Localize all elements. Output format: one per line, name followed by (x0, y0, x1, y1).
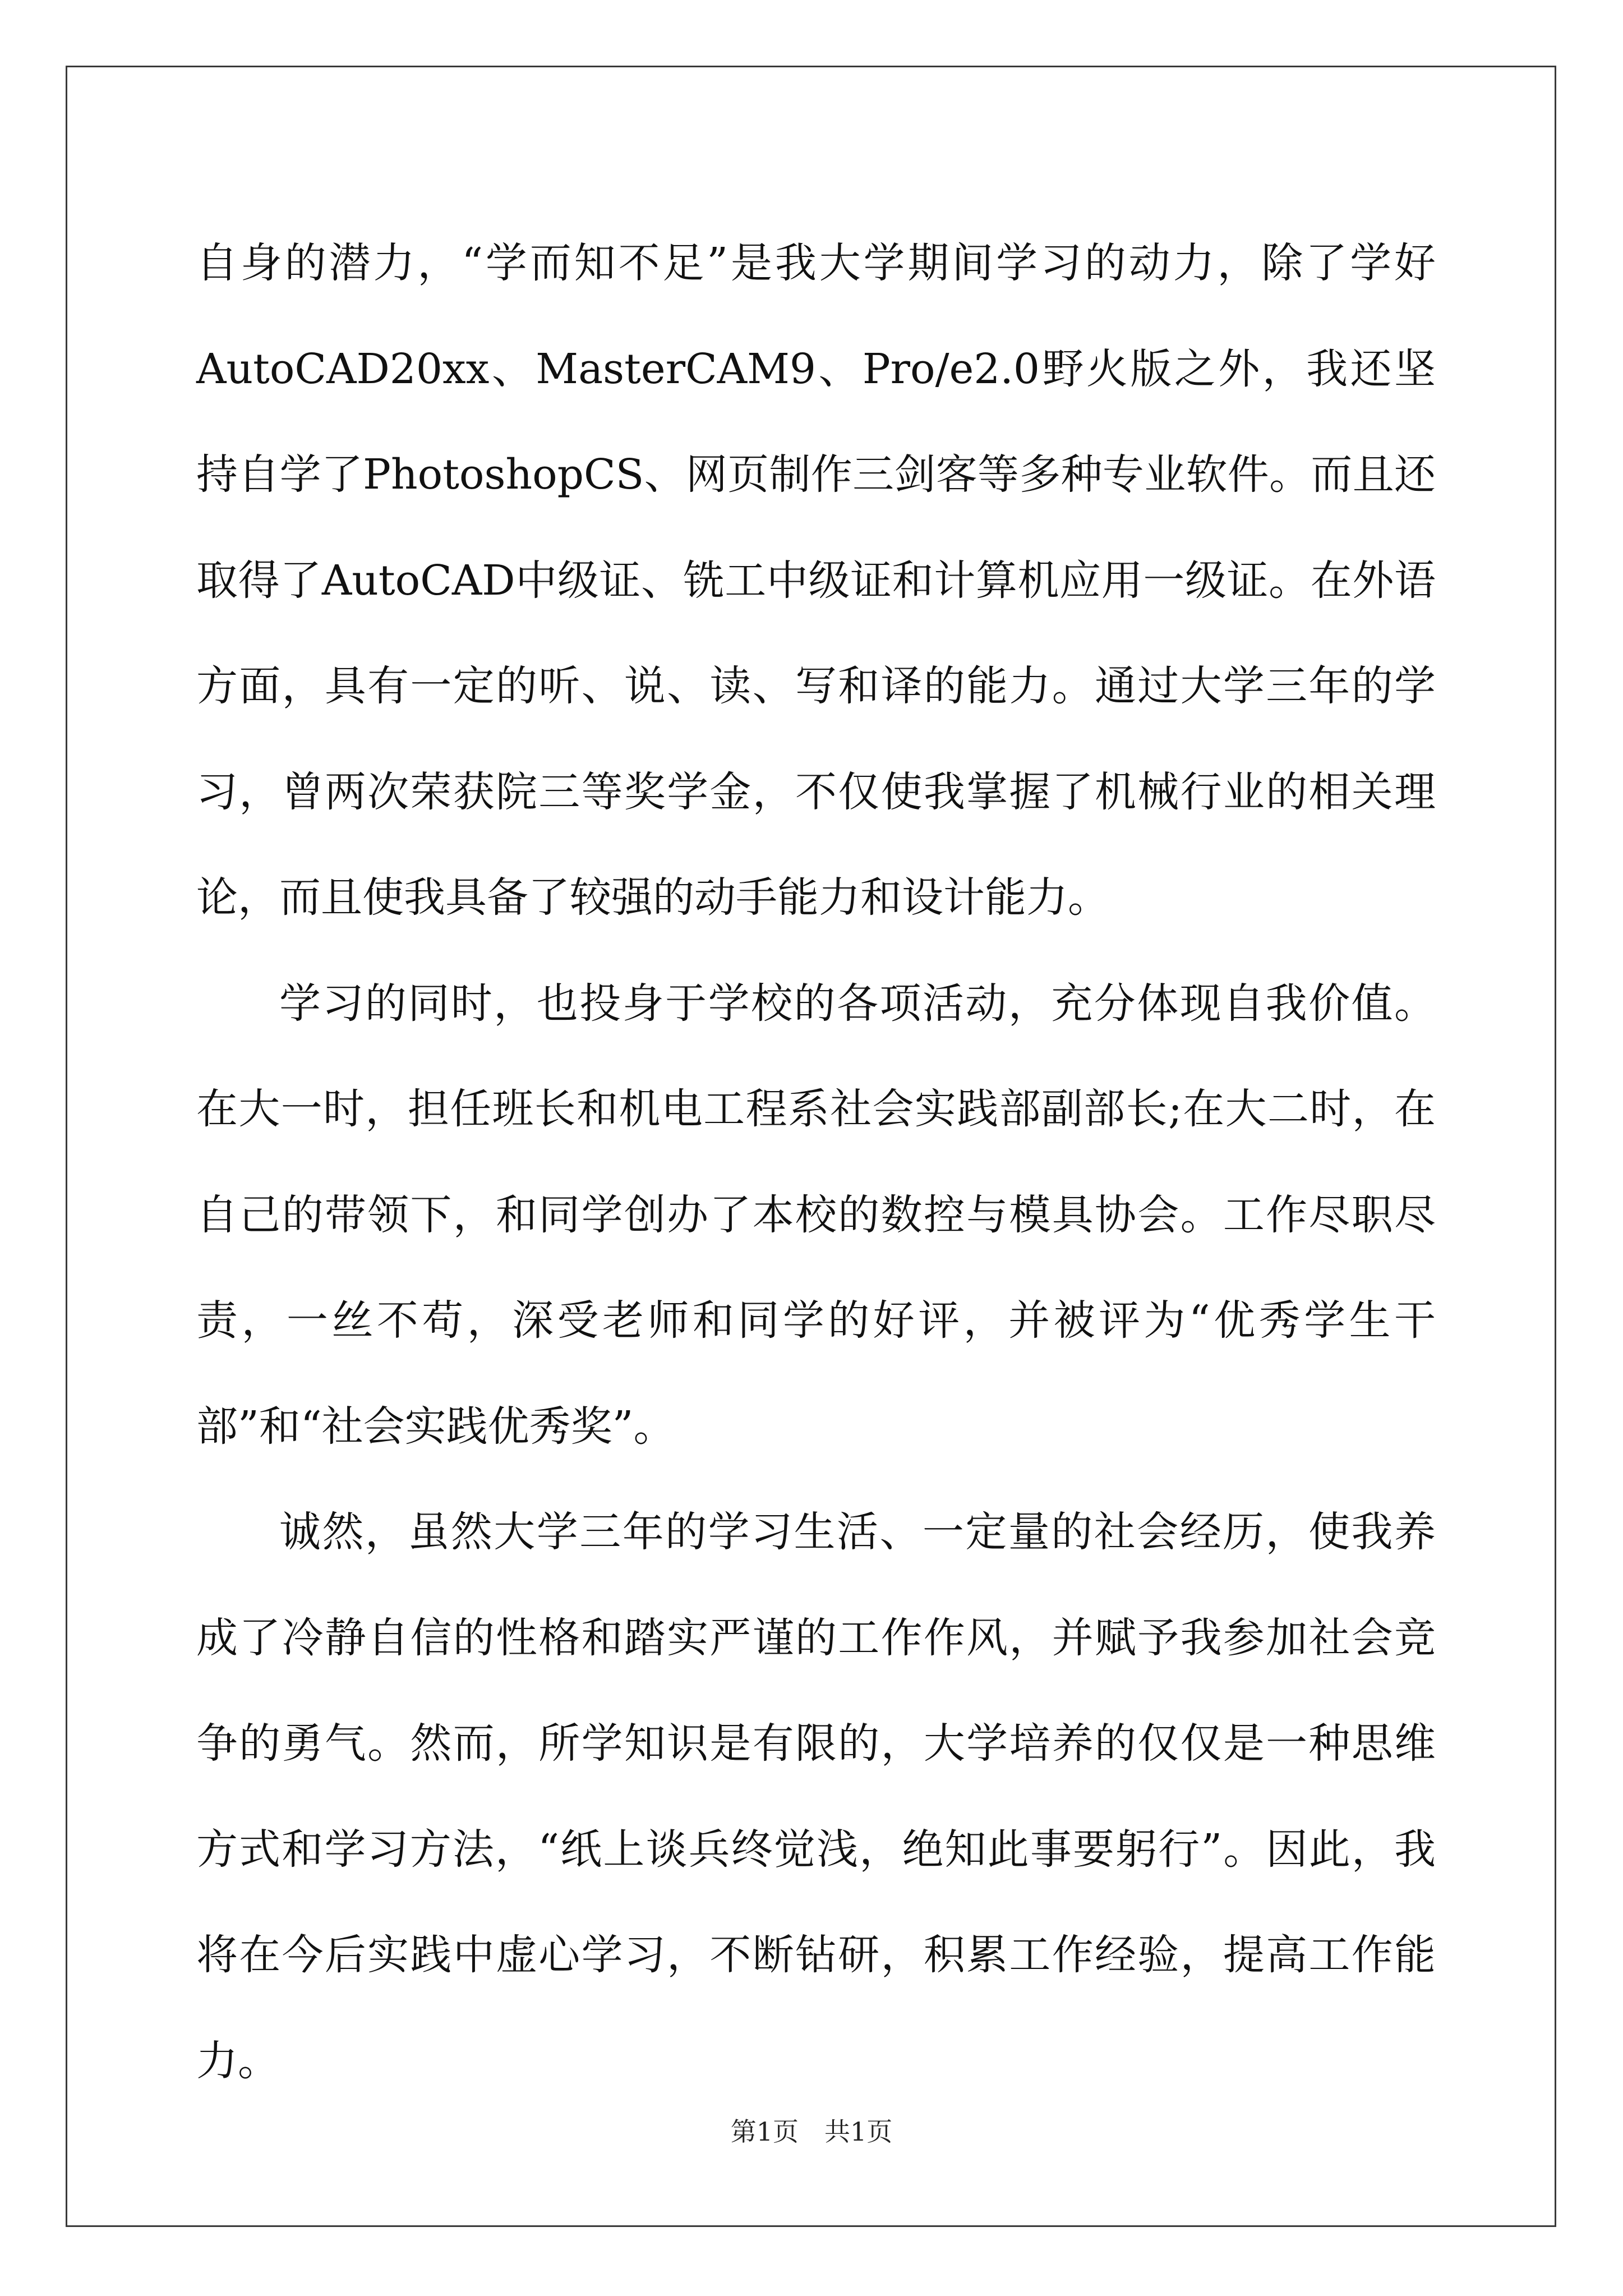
paragraph-3: 诚然，虽然大学三年的学习生活、一定量的社会经历，使我养成了冷静自信的性格和踏实严谨的工作作风，并赋予我参加社会竞争的勇气。然而，所学知识是有限的，大学培养的仅仅是一种思维方式和学习方法，“纸上谈兵终觉浅，绝知此事要躬行”。因此，我将在今后实践中虚心学习，不断钻研，积累工作经验，提高工作能力。 (196, 1508, 1436, 2085)
paragraph-2: 学习的同时，也投身于学校的各项活动，充分体现自我价值。在大一时，担任班长和机电工程系社会实践部副部长;在大二时，在自己的带领下，和同学创办了本校的数控与模具协会。工作尽职尽责，一丝不苟，深受老师和同学的好评，并被评为“优秀学生干部”和“社会实践优秀奖”。 (196, 979, 1436, 1451)
page-total: 共1页 (824, 2116, 893, 2147)
paragraph-1: 自身的潜力，“学而知不足”是我大学期间学习的动力，除了学好AutoCAD20xx、MasterCAM9、Pro/e2.0野火版之外，我还坚持自学了PhotoshopCS、网页制作三剑客等多种专业软件。而且还取得了AutoCAD中级证、铣工中级证和计算机应用一级证。在外语方面，具有一定的听、说、读、写和译的能力。通过大学三年的学习，曾两次荣获院三等奖学金，不仅使我掌握了机械行业的相关理论，而且使我具备了较强的动手能力和设计能力。 (196, 239, 1436, 922)
page-footer (0, 2115, 1623, 2148)
document-body (196, 210, 1436, 2114)
page-number: 第1页 (730, 2116, 799, 2147)
